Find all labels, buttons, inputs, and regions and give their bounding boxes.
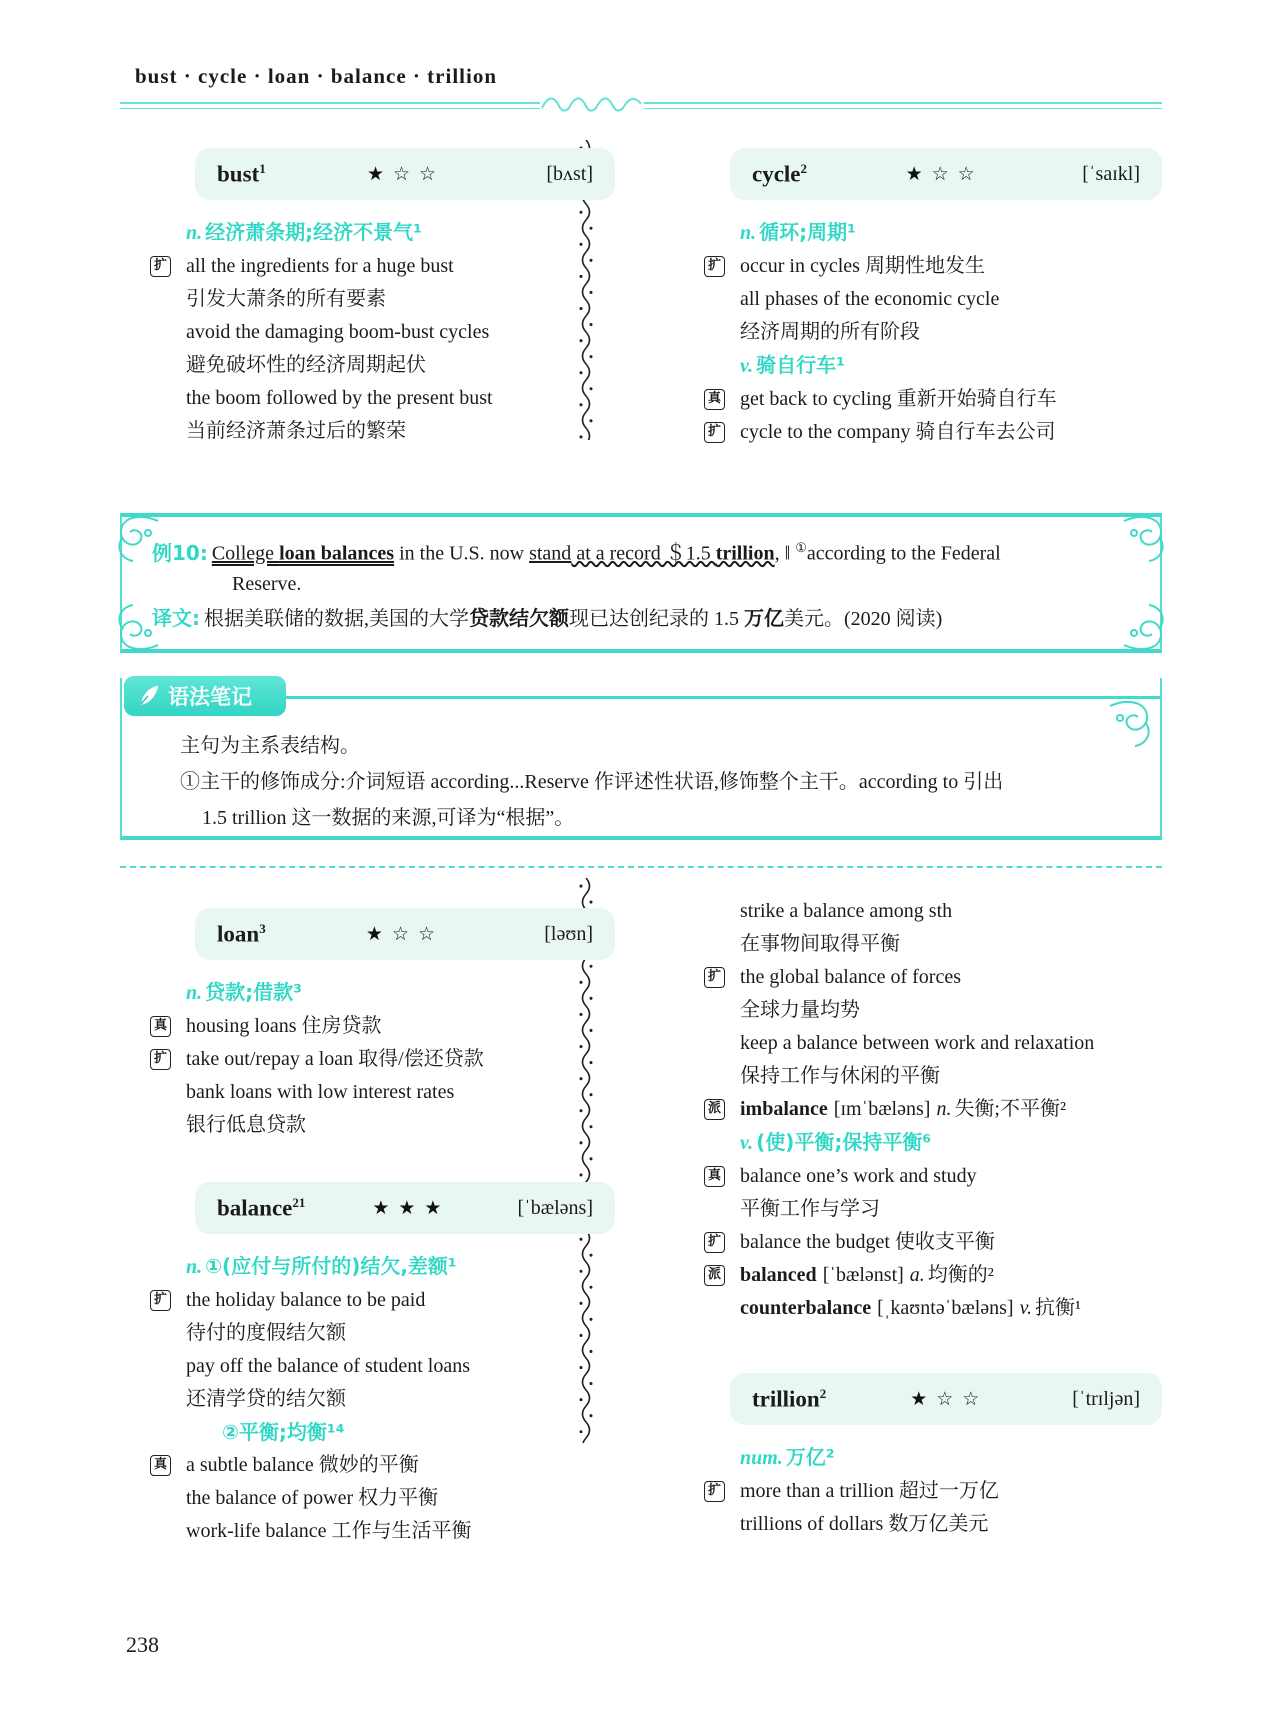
expand-tag-icon: 扩: [150, 1049, 171, 1070]
example-line: all phases of the economic cycle: [740, 288, 1000, 310]
entry-bust: [140, 140, 593, 448]
definition: num. 万亿²: [740, 1445, 835, 1469]
translation-line: 避免破坏性的经济周期起伏: [186, 354, 426, 376]
example-line: strike a balance among sth: [740, 900, 953, 922]
example-line: work-life balance 工作与生活平衡: [186, 1520, 472, 1542]
exam-tag-icon: 真: [704, 389, 725, 410]
example-sentence-box: [120, 513, 1162, 653]
headword: bust$^1$: [217, 160, 266, 187]
exam-tag-icon: 真: [704, 1166, 725, 1187]
translation-line: 经济周期的所有阶段: [740, 321, 920, 343]
derived-word-line: 派 balanced [ˈbælənst] a. 均衡的²: [694, 1259, 1169, 1292]
headword: loan$^3$: [217, 920, 266, 947]
grammar-line: 主句为主系表结构。: [180, 735, 360, 757]
grammar-notes-label: 语法笔记: [124, 676, 286, 716]
example-line: 扩 cycle to the company 骑自行车去公司: [694, 416, 1164, 449]
example-line: 扩 the holiday balance to be paid: [140, 1284, 595, 1317]
corner-flourish-icon: [114, 513, 160, 565]
example-sentence-cont: Reserve.: [232, 572, 302, 595]
entry-header-trillion: [730, 1373, 1162, 1425]
example-sentence: 例10: College loan balances in the U.S. now stand at a record ＄1.5 trillion, ‖ ①according to the Federal: [152, 540, 1001, 565]
example-label: 例10:: [152, 540, 208, 565]
corner-flourish-icon: [1122, 601, 1168, 653]
corner-flourish-icon: [1108, 698, 1154, 750]
corner-flourish-icon: [1122, 513, 1168, 565]
derive-tag-icon: 派: [704, 1265, 725, 1286]
definition: n. 贷款;借款³: [186, 980, 302, 1004]
grammar-rule-line: [286, 696, 1160, 699]
star-rating: ★☆☆: [905, 163, 984, 185]
grammar-line: ①主干的修饰成分:介词短语 according...Reserve 作评述性状语,修饰整个主干。according to 引出: [180, 771, 1004, 793]
headword: trillion$^2$: [752, 1385, 827, 1412]
example-line: avoid the damaging boom-bust cycles: [186, 321, 490, 343]
page-header-words: bust · cycle · loan · balance · trillion: [135, 64, 498, 88]
expand-tag-icon: 扩: [704, 1232, 725, 1253]
ipa: [bʌst]: [546, 162, 593, 185]
example-line: 真 housing loans 住房贷款: [140, 1010, 595, 1043]
star-rating: ★☆☆: [365, 923, 445, 945]
star-rating: ★☆☆: [366, 163, 446, 185]
entry-header-loan: [195, 908, 615, 960]
example-line: 扩 occur in cycles 周期性地发生: [694, 250, 1164, 283]
example-line: 扩 all the ingredients for a huge bust: [140, 250, 588, 283]
derived-word-line: 派 imbalance [ɪmˈbæləns] n. 失衡;不平衡²: [694, 1093, 1169, 1126]
squiggle-icon: [540, 90, 644, 118]
entry-balance-cont-trillion: [694, 895, 1169, 1541]
expand-tag-icon: 扩: [150, 256, 171, 277]
example-line: the balance of power 权力平衡: [186, 1487, 439, 1509]
example-line: 真 balance one’s work and study: [694, 1160, 1169, 1193]
definition: v. 骑自行车¹: [740, 353, 845, 377]
star-rating: ★☆☆: [910, 1388, 989, 1410]
example-line: 扩 take out/repay a loan 取得/偿还贷款: [140, 1043, 595, 1076]
expand-tag-icon: 扩: [150, 1290, 171, 1311]
example-translation: 译文: 根据美联储的数据,美国的大学贷款结欠额现已达创纪录的 1.5 万亿美元。(2020 阅读): [152, 605, 943, 630]
exam-tag-icon: 真: [150, 1455, 171, 1476]
translation-line: 在事物间取得平衡: [740, 933, 900, 955]
expand-tag-icon: 扩: [704, 1481, 725, 1502]
ipa: [ləʊn]: [544, 922, 593, 945]
example-line: pay off the balance of student loans: [186, 1355, 470, 1377]
definition: v. (使)平衡;保持平衡⁶: [740, 1130, 932, 1154]
example-line: 扩 the global balance of forces: [694, 961, 1169, 994]
translation-line: 引发大萧条的所有要素: [186, 288, 386, 310]
dashed-separator: [120, 866, 1162, 868]
example-line: the boom followed by the present bust: [186, 387, 493, 409]
exam-tag-icon: 真: [150, 1016, 171, 1037]
definition: n. 循环;周期¹: [740, 220, 856, 244]
example-line: 扩 more than a trillion 超过一万亿: [694, 1475, 1169, 1508]
quill-icon: [136, 684, 160, 708]
definition: n. 经济萧条期;经济不景气¹: [186, 220, 422, 244]
entry-loan-balance: [140, 900, 595, 1548]
example-line: 真 get back to cycling 重新开始骑自行车: [694, 383, 1164, 416]
example-line: bank loans with low interest rates: [186, 1081, 455, 1103]
entry-cycle: [694, 140, 1164, 449]
ipa: [ˈsaɪkl]: [1082, 162, 1140, 185]
headword: cycle$^2$: [752, 160, 808, 187]
translation-line: 全球力量均势: [740, 999, 860, 1021]
definition: ②平衡;均衡¹⁴: [222, 1420, 345, 1444]
entry-header-balance: [195, 1182, 615, 1234]
expand-tag-icon: 扩: [704, 422, 725, 443]
translation-line: 银行低息贷款: [186, 1114, 306, 1136]
definition: n. ①(应付与所付的)结欠,差额¹: [186, 1254, 457, 1278]
example-line: 扩 balance the budget 使收支平衡: [694, 1226, 1169, 1259]
headword: balance$^{21}$: [217, 1194, 306, 1221]
corner-flourish-icon: [114, 601, 160, 653]
page-number: 238: [126, 1632, 159, 1657]
translation-line: trillions of dollars 数万亿美元: [740, 1513, 989, 1535]
ipa: [ˈtrɪljən]: [1072, 1387, 1140, 1410]
translation-label: 译文:: [152, 605, 200, 630]
translation-line: 待付的度假结欠额: [186, 1322, 346, 1344]
example-line: 真 a subtle balance 微妙的平衡: [140, 1449, 595, 1482]
grammar-line: 1.5 trillion 这一数据的来源,可译为“根据”。: [202, 807, 575, 829]
entry-header-bust: [195, 148, 615, 200]
grammar-notes-box: [120, 678, 1162, 840]
derived-word-line: counterbalance [ˌkaʊntəˈbæləns] v. 抗衡¹: [740, 1297, 1081, 1319]
translation-line: 平衡工作与学习: [740, 1198, 880, 1220]
ipa: [ˈbæləns]: [517, 1196, 593, 1219]
translation-line: 保持工作与休闲的平衡: [740, 1065, 940, 1087]
derive-tag-icon: 派: [704, 1099, 725, 1120]
translation-line: 当前经济萧条过后的繁荣: [186, 420, 406, 442]
star-rating: ★★★: [372, 1197, 451, 1219]
expand-tag-icon: 扩: [704, 256, 725, 277]
example-line: keep a balance between work and relaxation: [740, 1032, 1095, 1054]
expand-tag-icon: 扩: [704, 967, 725, 988]
translation-line: 还清学贷的结欠额: [186, 1388, 346, 1410]
entry-header-cycle: [730, 148, 1162, 200]
